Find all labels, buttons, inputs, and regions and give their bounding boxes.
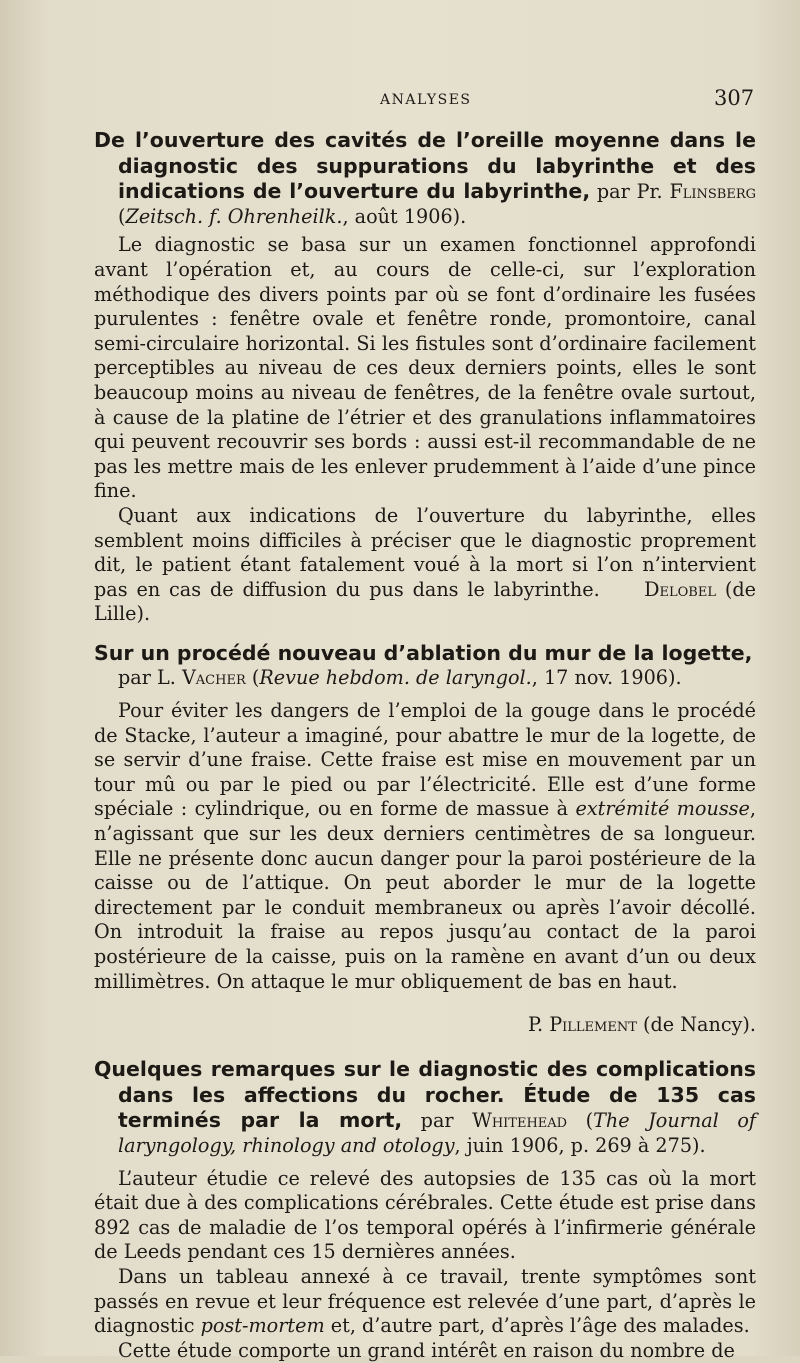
page-header <box>0 86 800 116</box>
review-entry-complications-rocher <box>94 1057 756 1363</box>
entry-date: , août 1906). <box>342 204 467 228</box>
entry-emphasis: extrémité mousse <box>575 797 750 821</box>
entry-author: Flinsberg <box>669 180 757 204</box>
page-number: 307 <box>714 86 755 110</box>
entry-signature <box>94 1013 756 1038</box>
signature-place: (de Nancy). <box>636 1013 756 1037</box>
entry-date: , juin 1906, p. 269 à 275). <box>454 1133 706 1157</box>
entry-paragraph: Cette étude comporte un grand intérêt en raison du nombre de <box>118 1338 735 1362</box>
entry-paragraph-text: Quant aux indications de l’ouverture du labyrinthe, elles semblent moins difficiles à préciser que le diagnostic proprement dit, le patient étant fatalement voué à la mort si l’on n’intervient pas en cas de diffusion du pus dans le labyrinthe. <box>94 503 756 601</box>
entry-heading <box>94 1057 756 1158</box>
signature-prefix: P. <box>528 1013 550 1037</box>
entry-paragraph-text: Pour éviter les dangers de l’emploi de la gouge dans le procédé de Stacke, l’auteur a imaginé, pour abattre le mur de la logette, de se servir d’une fraise. Cette fraise est mise en mouvement par un tour mû ou par le pied ou par l’électricité. Elle est d’une forme spéciale : cylindrique, ou en forme de massue à <box>94 699 756 821</box>
entry-paren: ( <box>118 204 126 228</box>
entry-paren: ( <box>245 666 260 690</box>
entry-title: Quelques remarques sur le diagnostic des complications dans les affections du rocher. Étude de 135 cas terminés par la mort, <box>94 1057 756 1133</box>
entry-heading <box>94 641 756 691</box>
signature-place: (de Lille). <box>94 577 756 626</box>
entry-by: par L. <box>118 666 182 690</box>
signature-name: Delobel <box>644 577 716 601</box>
entry-date: , 17 nov. 1906). <box>531 666 682 690</box>
entry-title: Sur un procédé nouveau d’ablation du mur de la logette, <box>94 640 753 665</box>
entry-author: Vacher <box>181 666 246 690</box>
entry-paragraph: L’auteur étudie ce relevé des autopsies de 135 cas où la mort était due à des complications cérébrales. Cette étude est prise dans 892 cas de maladie de l’os temporal opérés à l’infirmerie générale de Leeds pendant ces 15 dernières années. <box>94 1166 756 1264</box>
entry-paren: ( <box>567 1109 594 1133</box>
page-content <box>94 128 756 1363</box>
review-entry-mur-logette <box>94 641 756 1038</box>
entry-heading <box>94 128 756 229</box>
entry-by: par <box>402 1109 473 1133</box>
entry-journal: Revue hebdom. de laryngol. <box>259 666 532 690</box>
review-entry-ouverture-cavites <box>94 128 756 627</box>
entry-journal: Zeitsch. f. Ohrenheilk. <box>125 204 343 228</box>
entry-paragraph: Le diagnostic se basa sur un examen fonctionnel approfondi avant l’opération et, au cours de celle-ci, sur l’exploration méthodique des divers points par où se font d’ordinaire les fusées purulentes : fenêtre ovale et fenêtre ronde, promontoire, canal semi-circulaire horizontal. Si les fistules sont d’ordinaire facilement perceptibles au niveau de ces deux derniers points, elles le sont beaucoup moins au niveau de fenêtres, de la fenêtre ovale surtout, à cause de la platine de l’étrier et des granulations inflammatoires qui peuvent recouvrir ses bords : aussi est-il recommandable de ne pas les mettre mais de les enlever prudemment à l’aide d’une pince fine. <box>94 233 756 503</box>
entry-paragraph-text: et, d’autre part, d’après l’âge des malades. <box>324 1314 750 1338</box>
signature-name: Pillement <box>549 1013 637 1037</box>
entry-journal: The Journal of laryngology, rhinology and otology <box>118 1109 756 1157</box>
running-title: ANALYSES <box>380 92 472 108</box>
entry-paragraph <box>94 1265 756 1339</box>
entry-paragraph-text: , n’agissant que sur les deux derniers centimètres de sa longueur. Elle ne présente donc aucun danger pour la paroi postérieure de la caisse ou de l’attique. On peut aborder le mur de la logette directement par le conduit membraneux ou après l’avoir décollé. On introduit la fraise au repos jusqu’au contact de la paroi postérieure de la caisse, puis on la ramène en avant d’un ou deux millimètres. On attaque le mur obliquement de bas en haut. <box>94 797 756 993</box>
entry-emphasis: post-mortem <box>200 1314 325 1338</box>
entry-paragraph <box>94 699 756 994</box>
entry-by: par Pr. <box>590 180 670 204</box>
entry-author: Whitehead <box>472 1109 568 1133</box>
entry-paragraph-with-signature <box>94 504 756 627</box>
entry-title: De l’ouverture des cavités de l’oreille moyenne dans le diagnostic des suppurations du labyrinthe et des indications de l’ouverture du labyrinthe, <box>94 128 756 204</box>
entry-paragraph-text: Dans un tableau annexé à ce travail, trente symptômes sont passés en revue et leur fréquence est relevée d’une part, d’après le diagnostic <box>94 1264 756 1338</box>
